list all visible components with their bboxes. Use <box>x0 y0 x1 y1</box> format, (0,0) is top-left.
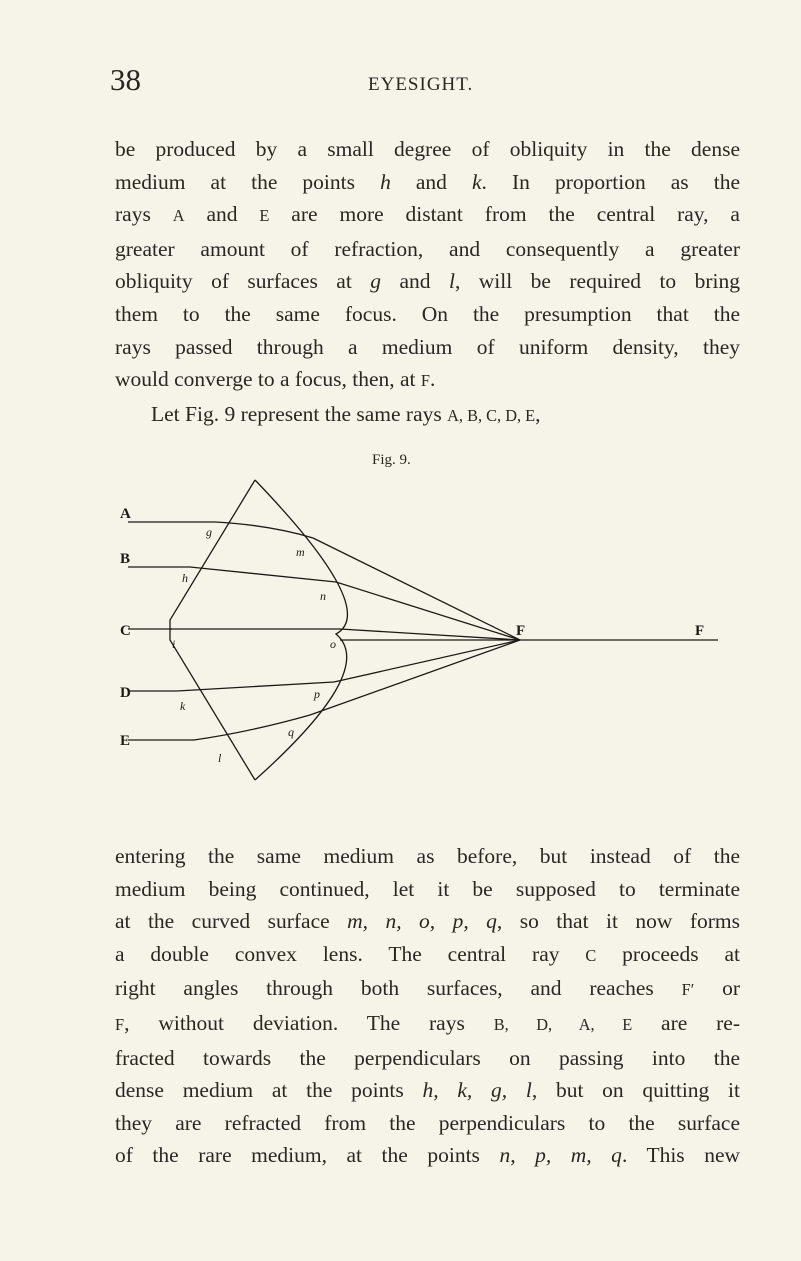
text-line: dense medium at the points h, k, g, l, but on quitting it <box>115 1078 740 1103</box>
text-line: they are refracted from the perpendiculars to the surface <box>115 1110 740 1135</box>
text-line: right angles through both surfaces, and reaches F′ or <box>115 976 740 1001</box>
text-line: of the rare medium, at the points n, p, m, q. This new <box>115 1143 741 1168</box>
text-line: a double convex lens. The central ray C proceeds at <box>115 941 740 966</box>
lens-figure <box>110 470 730 810</box>
point-label-i: i <box>172 637 176 651</box>
ray-m-to-f <box>313 538 520 640</box>
ray-label-a: A <box>120 506 131 522</box>
paragraph-2 <box>115 840 740 1172</box>
point-label-g: g <box>206 525 212 539</box>
point-label-k: k <box>180 699 186 713</box>
lens-front-surface <box>170 480 255 780</box>
text-line: at the curved surface m, n, o, p, q, so that it now forms <box>115 909 740 934</box>
text-line: medium being continued, let it be supposed to terminate <box>115 876 740 901</box>
figure-caption: Fig. 9. <box>372 452 411 468</box>
ray-k-to-p <box>177 682 334 691</box>
text-line: would converge to a focus, then, at F. <box>115 367 436 392</box>
ray-h-to-n <box>190 567 336 582</box>
text-line: Let Fig. 9 represent the same rays A, B, C, D, E, <box>151 401 541 426</box>
text-line: entering the same medium as before, but instead of the <box>115 844 740 868</box>
point-label-n: n <box>320 589 326 603</box>
point-label-p: p <box>314 687 320 701</box>
ray-label-d: D <box>120 685 131 701</box>
lens-back-surface <box>255 480 347 780</box>
focus-label-near: F <box>516 623 526 639</box>
paragraph-1 <box>115 133 740 432</box>
ray-label-e: E <box>120 733 131 749</box>
ray-g-to-m <box>215 522 313 538</box>
point-label-h: h <box>182 571 188 585</box>
running-head: EYESIGHT. <box>368 74 474 95</box>
ray-label-b: B <box>120 551 131 567</box>
text-line: fracted towards the perpendiculars on passing into the <box>115 1045 740 1070</box>
text-line: be produced by a small degree of obliquity in the dense <box>115 137 740 161</box>
point-label-o: o <box>330 637 336 651</box>
ray-n-to-f <box>336 582 520 640</box>
lens-diagram <box>110 470 730 810</box>
point-label-m: m <box>296 545 305 559</box>
ray-p-to-f <box>334 640 520 682</box>
ray-label-c: C <box>120 623 131 639</box>
text-line: medium at the points h and k. In proportion as the <box>115 169 741 194</box>
text-line: them to the same focus. On the presumption that the <box>115 301 740 326</box>
point-label-q: q <box>288 725 294 739</box>
page-header <box>110 62 730 102</box>
text-line: rays passed through a medium of uniform density, they <box>115 334 740 359</box>
page-number: 38 <box>110 62 141 97</box>
text-line: obliquity of surfaces at g and l, will be required to bring <box>115 269 740 294</box>
text-line: rays A and E are more distant from the central ray, a <box>115 202 740 227</box>
focus-label-far: F <box>695 623 705 639</box>
text-line: greater amount of refraction, and consequently a greater <box>115 236 740 261</box>
point-label-l: l <box>218 751 222 765</box>
text-line: F, without deviation. The rays B, D, A, E are re- <box>115 1010 740 1035</box>
ray-o-to-f <box>340 629 520 640</box>
